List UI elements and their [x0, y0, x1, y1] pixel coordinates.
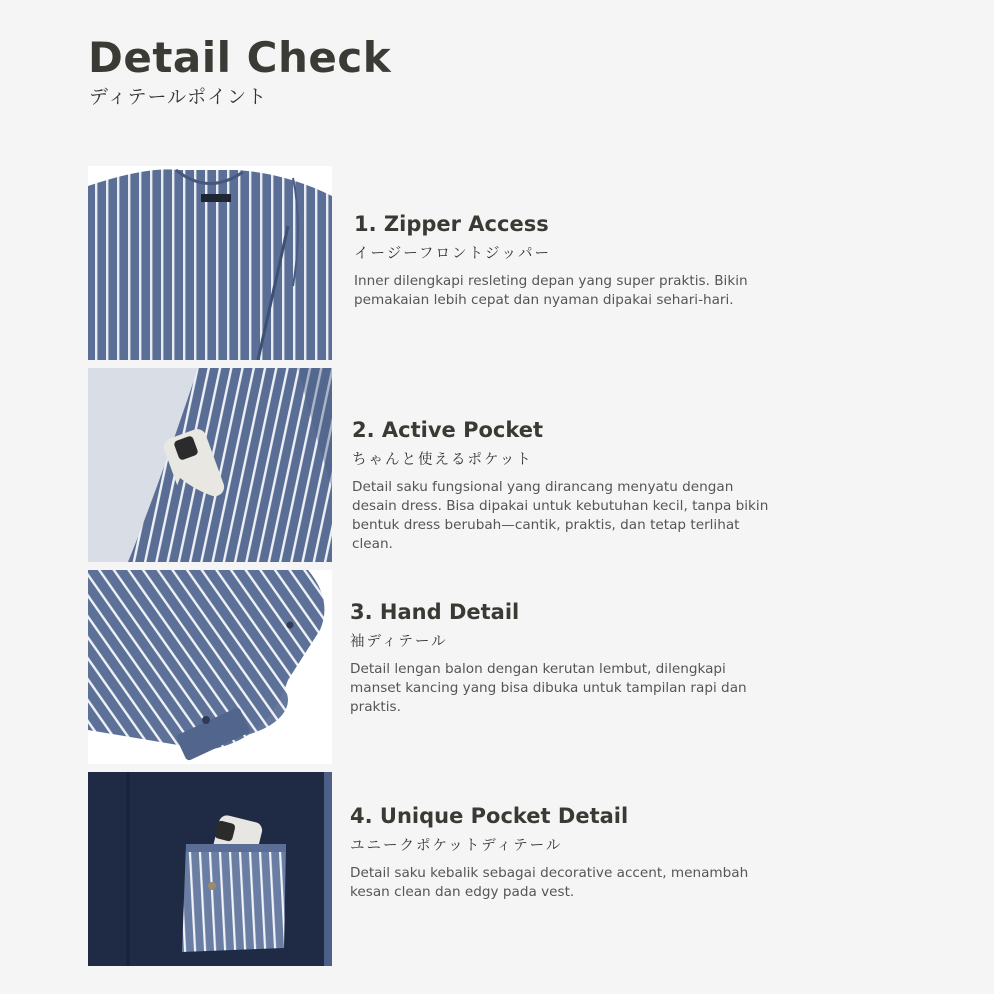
zipper-access-jp: イージーフロントジッパー	[354, 246, 551, 263]
hand-detail-heading: 3. Hand Detail	[350, 600, 520, 624]
page-subtitle: ディテールポイント	[89, 86, 268, 108]
unique-pocket-jp: ユニークポケットディテール	[350, 838, 563, 855]
hand-detail-desc: Detail lengan balon dengan kerutan lembut, dilengkapi manset kancing yang bisa dibuka untuk tampilan rapi dan praktis.	[350, 661, 747, 716]
unique-pocket-image	[88, 772, 332, 966]
unique-pocket-desc: Detail saku kebalik sebagai decorative accent, menambah kesan clean dan edgy pada vest.	[350, 865, 749, 901]
active-pocket-jp: ちゃんと使えるポケット	[352, 452, 533, 469]
page-title: Detail Check	[88, 33, 392, 82]
hand-detail-image	[88, 570, 332, 764]
active-pocket-desc: Detail saku fungsional yang dirancang menyatu dengan desain dress. Bisa dipakai untuk kebutuhan kecil, tanpa bikin bentuk dress berubah—cantik, praktis, dan tetap terlihat clean.	[352, 479, 769, 553]
active-pocket-image	[88, 368, 332, 562]
zipper-access-desc: Inner dilengkapi resleting depan yang super praktis. Bikin pemakaian lebih cepat dan nyaman dipakai sehari-hari.	[354, 273, 748, 309]
hand-detail-jp: 袖ディテール	[350, 634, 448, 651]
active-pocket-heading: 2. Active Pocket	[352, 418, 544, 442]
zipper-access-image	[88, 166, 332, 360]
unique-pocket-heading: 4. Unique Pocket Detail	[350, 804, 629, 828]
zipper-access-heading: 1. Zipper Access	[354, 212, 549, 236]
